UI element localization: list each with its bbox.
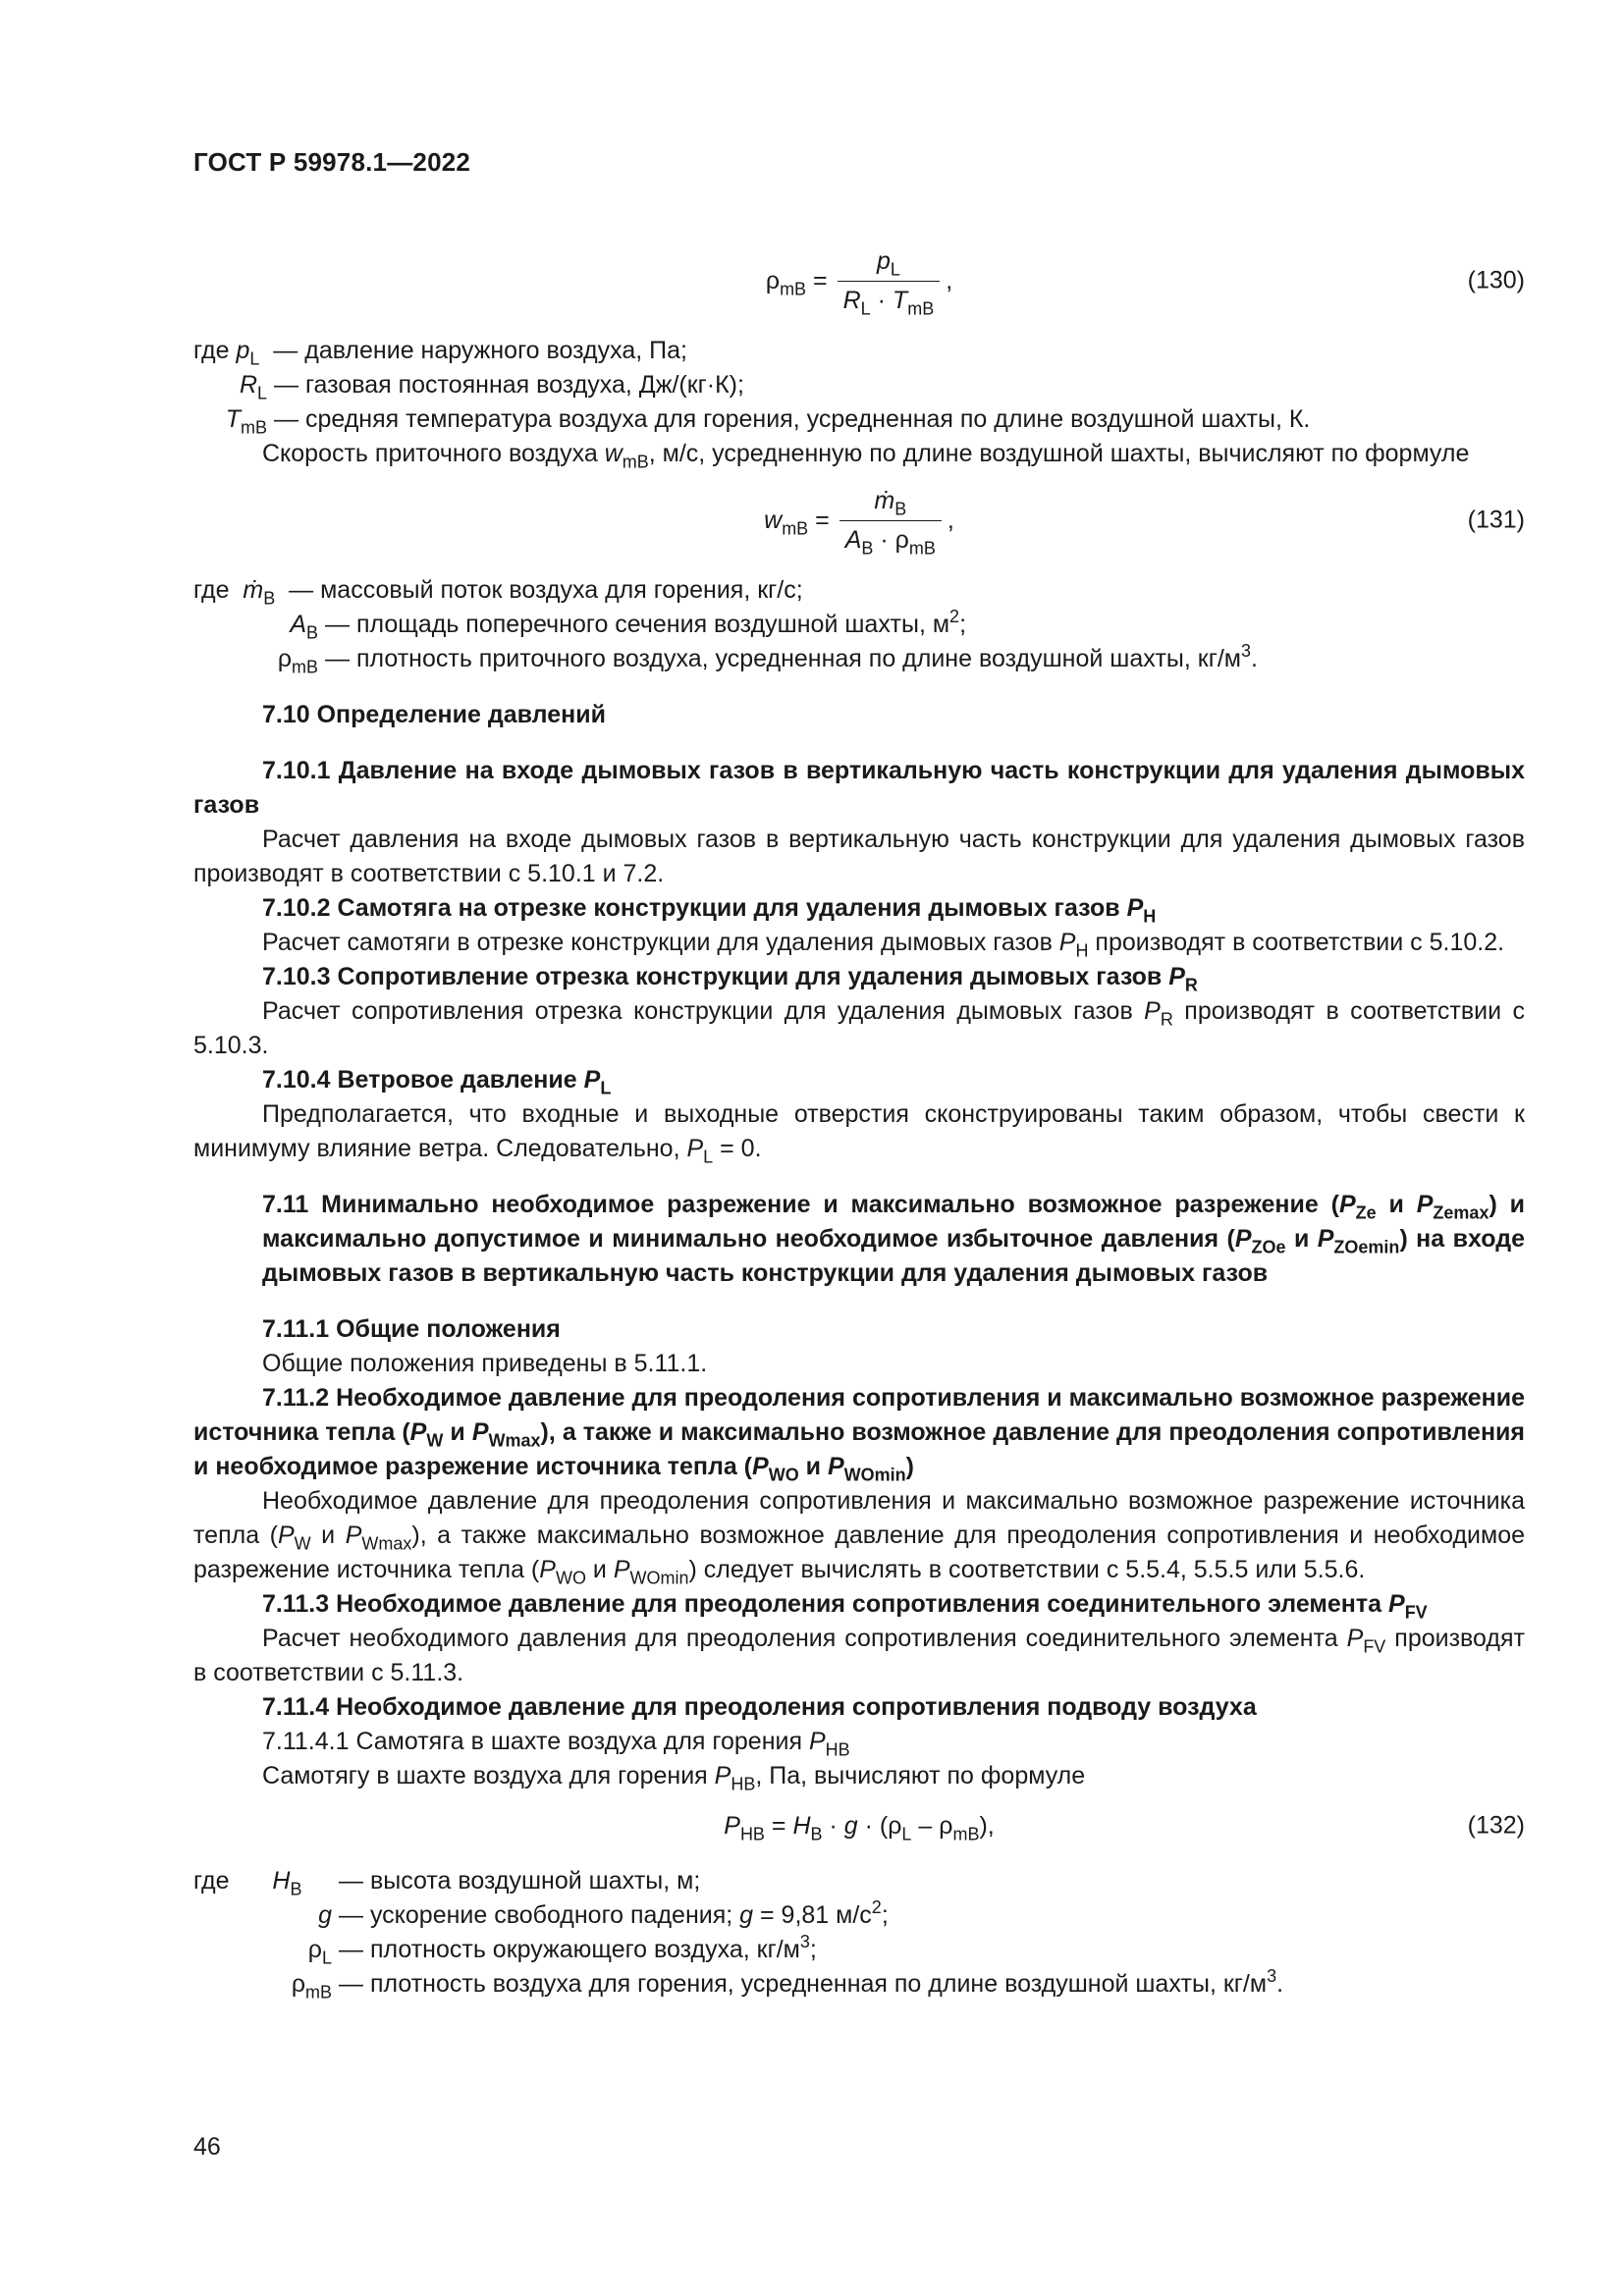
formula-130: $\rho_{mB}$ = $\frac{p_L}{R_L \cdot T_{mB}}$ , (130) (193, 240, 1525, 322)
where-list-131 (193, 573, 1525, 676)
section-7-10-4-text: Предполагается, что входные и выходные отверстия сконструированы таким образом, чтобы свести к минимуму влияние ветра. Следовательно, $P_L = 0$. (193, 1100, 1525, 1167)
section-7-10-title: 7.10 Определение давлений (262, 701, 606, 728)
fraction: $\frac{p_L}{R_L \cdot T_{mB}}$ (838, 244, 941, 318)
paragraph-velocity: Скорость приточного воздуха $w_{mB}$, м/с, усредненную по длине воздушной шахты, вычисляют по формуле (262, 440, 1470, 472)
where-item: где $H_B$ — высота воздушной шахты, м; (193, 1867, 701, 1899)
standard-header: ГОСТ Р 59978.1—2022 (193, 147, 471, 177)
where-item: $\rho_L$ — плотность окружающего воздуха, $кг/м^3$; (307, 1932, 817, 1968)
fraction: $\frac{ṁ_B}{A_B \cdot \rho_{mB}}$ (839, 484, 942, 558)
where-item: $T_{mB}$ — средняя температура воздуха для горения, усредненная по длине воздушной шахты, К. (225, 405, 1311, 438)
where-item: $A_B$ — площадь поперечного сечения воздушной шахты, $м^2$; (290, 607, 967, 643)
section-7-10-1-text: Расчет давления на входе дымовых газов в вертикальную часть конструкции для удаления дымовых газов производят в соответствии с 5.10.1 и 7.2. (193, 826, 1525, 887)
section-7-10-4-title: 7.10.4 Ветровое давление $P_L$ (262, 1066, 612, 1098)
section-7-11-4-title: 7.11.4 Необходимое давление для преодоления сопротивления подводу воздуха (262, 1693, 1257, 1721)
formula-132: $P_{HB} = H_B \cdot g \cdot (\rho_L - \rho_{mB})$, (132) (193, 1801, 1525, 1850)
formula-number: (130) (1467, 266, 1525, 294)
section-7-11-1-title: 7.11.1 Общие положения (262, 1315, 561, 1343)
document-body (193, 232, 1525, 2002)
section-7-11-2-title: 7.11.2 Необходимое давление для преодоления сопротивления и максимально возможное разрежение источника тепла ($P_W$ и $P_{Wmax}$), а также и максимально возможное давление для преодоления сопротивления и необходимое разрежение источника тепла ($P_{WO}$ и $P_{WOmin}$) (193, 1384, 1526, 1485)
where-item: где ṁ$_B$ — массовый поток воздуха для горения, кг/с; (193, 576, 803, 609)
where-item: где $p_L$ — давление наружного воздуха, Па; (193, 337, 687, 369)
formula-number: (131) (1467, 506, 1525, 534)
formula-number: (132) (1467, 1811, 1525, 1840)
section-7-10-2-title: 7.10.2 Самотяга на отрезке конструкции для удаления дымовых газов $P_H$ (262, 894, 1157, 927)
formula-lhs: $\rho_{mB}$ = (765, 266, 828, 298)
where-item: $\rho_{mB}$ — плотность приточного воздуха, усредненная по длине воздушной шахты, $кг/м^3$. (277, 641, 1258, 677)
section-7-11-4-1-title: 7.11.4.1 Самотяга в шахте воздуха для горения $P_{HB}$ (262, 1728, 850, 1760)
section-7-11-4-1-text: Самотягу в шахте воздуха для горения $P_{HB}$, Па, вычисляют по формуле (262, 1762, 1086, 1794)
formula-131: $w_{mB}$ = $\frac{ṁ_B}{A_B \cdot \rho_{mB}}$ , (131) (193, 479, 1525, 561)
section-7-10-2-text: Расчет самотяги в отрезке конструкции для удаления дымовых газов $P_H$ производят в соответствии с 5.10.2. (262, 929, 1505, 961)
section-7-11-3-title: 7.11.3 Необходимое давление для преодоления сопротивления соединительного элемента $P_{FV}$ (262, 1590, 1428, 1623)
section-7-11-3-text: Расчет необходимого давления для преодоления сопротивления соединительного элемента $P_{FV}$ производят в соответствии с 5.11.3. (193, 1625, 1525, 1686)
page-number: 46 (193, 2133, 221, 2161)
section-7-10-3-title: 7.10.3 Сопротивление отрезка конструкции для удаления дымовых газов $P_R$ (262, 963, 1198, 995)
where-item: $\rho_{mB}$ — плотность воздуха для горения, усредненная по длине воздушной шахты, $кг/м^3$. (291, 1966, 1284, 2002)
section-7-10-3-text: Расчет сопротивления отрезка конструкции для удаления дымовых газов $P_R$ производят в соответствии с 5.10.3. (193, 997, 1525, 1059)
where-list-130 (193, 334, 1525, 437)
where-item: g — ускорение свободного падения; g = 9,81 $м/с^2$; (318, 1897, 889, 1929)
where-list-132 (193, 1864, 1525, 2002)
section-7-10-1-title: 7.10.1 Давление на входе дымовых газов в вертикальную часть конструкции для удаления дымовых газов (193, 757, 1525, 819)
section-7-11-1-text: Общие положения приведены в 5.11.1. (262, 1350, 708, 1377)
section-7-11-title: 7.11 Минимально необходимое разрежение и максимально возможное разрежение ($P_{Ze}$ и $P_{Zemax}$) и максимально допустимое и минимально необходимое избыточное давления ($P_{ZOe}$ и $P_{ZOemin}$) на входе дымовых газов в вертикальную часть конструкции для удаления дымовых газов (262, 1191, 1526, 1287)
section-7-11-2-text: Необходимое давление для преодоления сопротивления и максимально возможное разрежение источника тепла ($P_W$ и $P_{Wmax}$), а также максимально возможное давление для преодоления сопротивления и необходимое разрежение источника тепла ($P_{WO}$ и $P_{WOmin}$) следует вычислять в соответствии с 5.5.4, 5.5.5 или 5.5.6. (193, 1487, 1526, 1588)
where-item: $R_L$ — газовая постоянная воздуха, Дж/(кг·К); (239, 371, 744, 403)
